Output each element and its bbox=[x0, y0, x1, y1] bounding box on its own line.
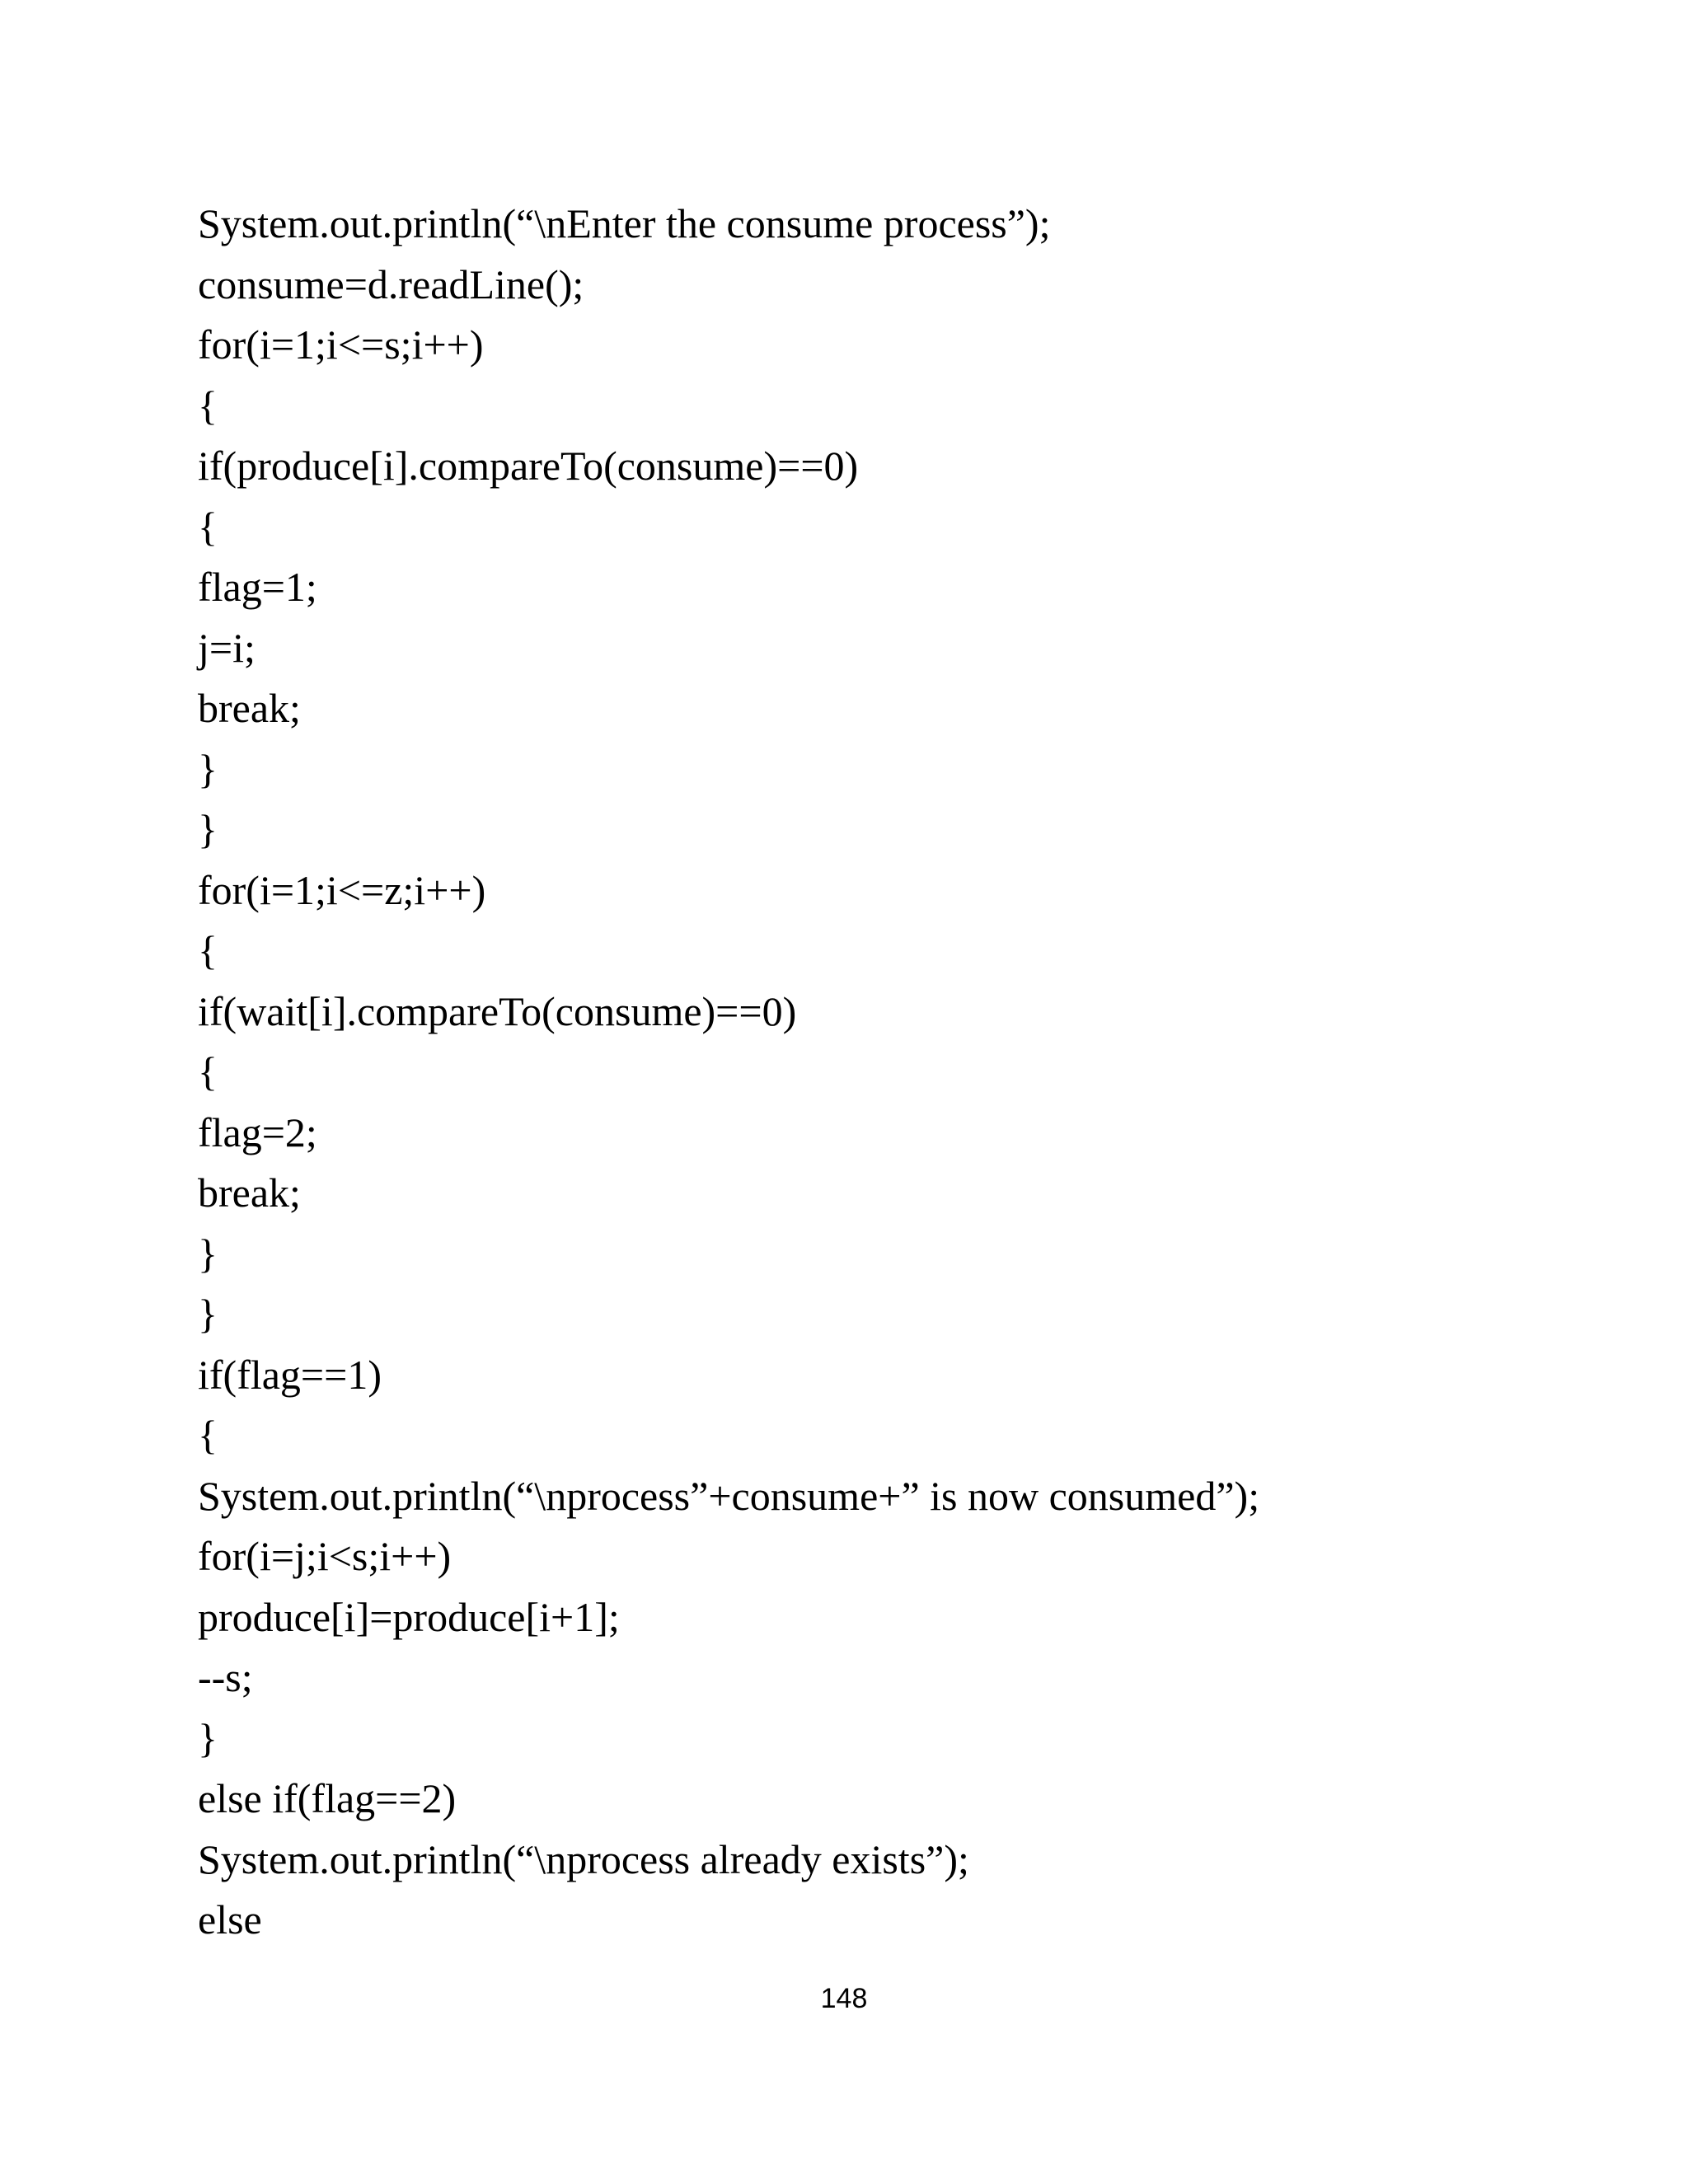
code-listing bbox=[198, 194, 1599, 1951]
code-line: { bbox=[198, 927, 218, 973]
code-line: { bbox=[198, 382, 218, 429]
code-line: } bbox=[198, 1230, 218, 1277]
code-line: { bbox=[198, 1412, 218, 1458]
code-line: else bbox=[198, 1896, 262, 1943]
code-line: } bbox=[198, 1291, 218, 1337]
code-line: break; bbox=[198, 1169, 301, 1216]
code-line: consume=d.readLine(); bbox=[198, 260, 584, 307]
code-line: for(i=1;i<=s;i++) bbox=[198, 321, 484, 368]
code-line: System.out.println(“\nEnter the consume process”); bbox=[198, 200, 1051, 246]
code-line: { bbox=[198, 503, 218, 550]
code-line: } bbox=[198, 1714, 218, 1761]
code-line: --s; bbox=[198, 1654, 253, 1700]
code-line: for(i=1;i<=z;i++) bbox=[198, 866, 486, 913]
code-line: System.out.println(“\nprocess”+consume+” is now consumed”); bbox=[198, 1472, 1260, 1519]
code-line: if(flag==1) bbox=[198, 1351, 382, 1398]
code-line: produce[i]=produce[i+1]; bbox=[198, 1593, 620, 1640]
page-number: 148 bbox=[820, 1983, 868, 2014]
code-line: else if(flag==2) bbox=[198, 1775, 457, 1821]
code-line: j=i; bbox=[198, 624, 256, 671]
code-line: } bbox=[198, 806, 218, 852]
code-line: flag=2; bbox=[198, 1108, 317, 1155]
code-line: break; bbox=[198, 685, 301, 731]
code-line: } bbox=[198, 745, 218, 792]
code-line: flag=1; bbox=[198, 564, 317, 610]
code-line: { bbox=[198, 1048, 218, 1094]
code-line: System.out.println(“\nprocess already exists”); bbox=[198, 1835, 969, 1882]
code-line: for(i=j;i<s;i++) bbox=[198, 1533, 452, 1579]
code-line: if(wait[i].compareTo(consume)==0) bbox=[198, 987, 797, 1034]
code-line: if(produce[i].compareTo(consume)==0) bbox=[198, 443, 859, 489]
